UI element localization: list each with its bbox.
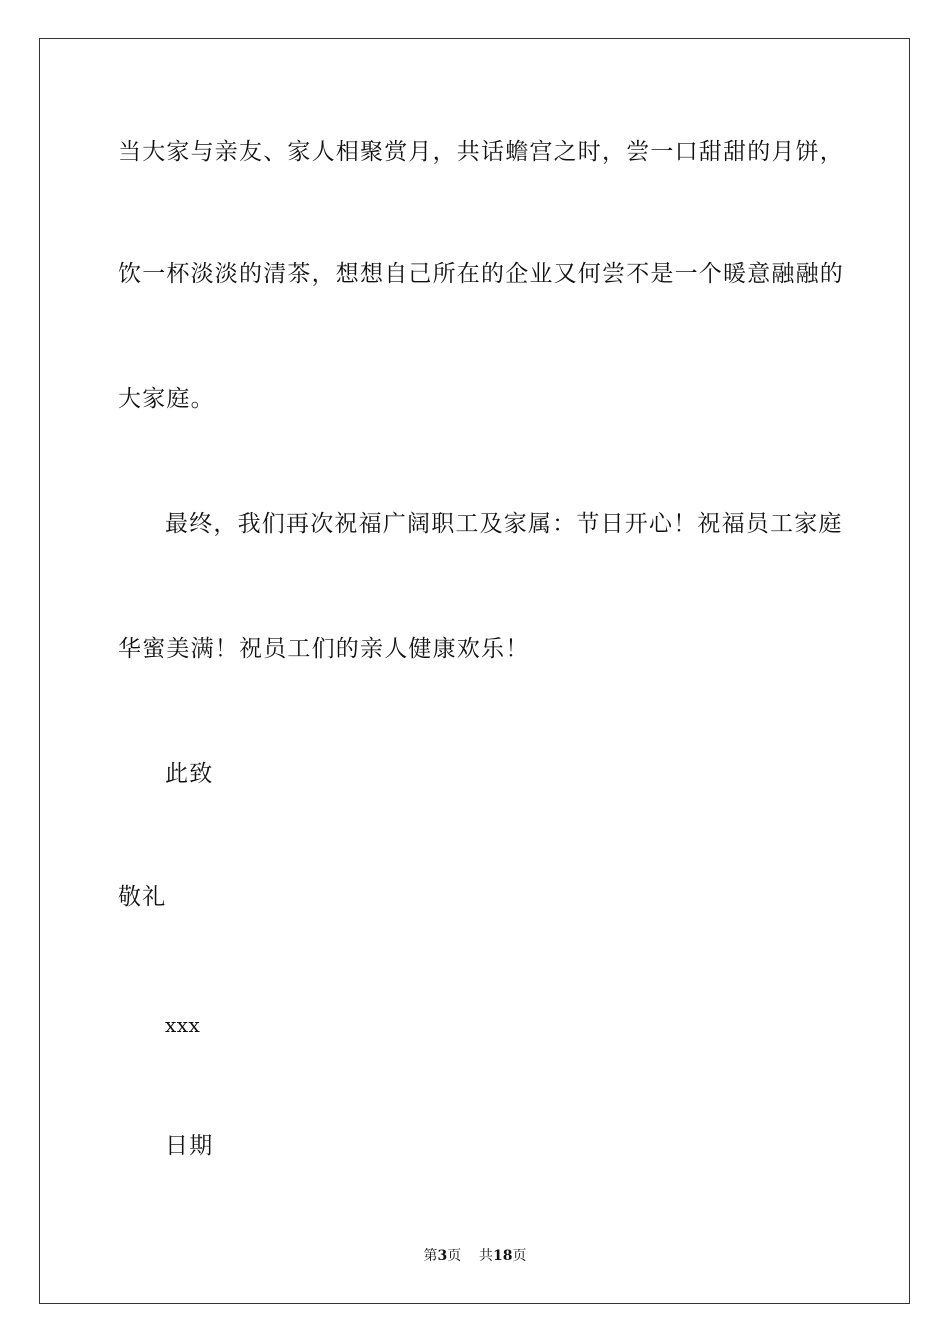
paragraph-line-1: 当大家与亲友、家人相聚赏月，共话蟾宫之时，尝一口甜甜的月饼， — [118, 139, 844, 165]
footer-total-suffix: 页 — [512, 1248, 527, 1264]
closing-regards: 敬礼 — [118, 884, 167, 910]
paragraph-line-3: 大家庭。 — [118, 386, 215, 412]
page-frame — [39, 38, 910, 1304]
paragraph-line-4: 最终，我们再次祝福广阔职工及家属：节日开心！祝福员工家庭 — [165, 511, 843, 537]
footer-page-number: 3 — [437, 1248, 448, 1264]
page-footer — [0, 1247, 950, 1265]
paragraph-line-5: 华蜜美满！祝员工们的亲人健康欢乐！ — [118, 636, 530, 662]
signature-date: 日期 — [165, 1133, 214, 1159]
footer-total-prefix: 共 — [479, 1248, 494, 1264]
footer-page-prefix: 第 — [423, 1248, 438, 1264]
footer-total-pages: 18 — [493, 1248, 513, 1264]
paragraph-line-2: 饮一杯淡淡的清茶，想想自己所在的企业又何尝不是一个暖意融融的 — [118, 261, 844, 287]
signature-name: xxx — [165, 1013, 201, 1037]
closing-salutation: 此致 — [165, 761, 214, 787]
footer-page-suffix: 页 — [447, 1248, 462, 1264]
